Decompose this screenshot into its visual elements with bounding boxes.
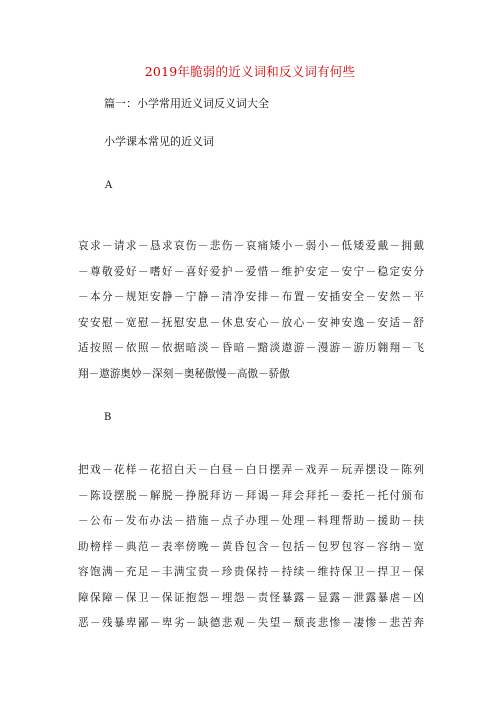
document-title: 2019年脆弱的近义词和反义词有何些 bbox=[144, 64, 356, 79]
paragraph-line: －尊敬爱好－嗜好－喜好爱护－爱惜－维护安定－安宁－稳定安分 bbox=[78, 265, 424, 278]
paragraph-line: －陈设摆脱－解脱－挣脱拜访－拜谒－拜会拜托－委托－托付颁布 bbox=[78, 489, 424, 502]
paragraph-line: －公布－发布办法－措施－点子办理－处理－料理帮助－援助－扶 bbox=[78, 515, 424, 527]
group-b-paragraph bbox=[78, 458, 424, 637]
paragraph-line: 助榜样－典范－表率傍晚－黄昏包含－包括－包罗包容－容纳－宽 bbox=[78, 540, 424, 553]
paragraph-line: 哀求－请求－恳求哀伤－悲伤－哀痛矮小－弱小－低矮爱戴－拥戴 bbox=[78, 240, 424, 252]
paragraph-line: 适按照－依照－依据暗淡－昏暗－黯淡遨游－漫游－游历翱翔－飞 bbox=[78, 342, 424, 354]
paragraph-line: 容饱满－充足－丰满宝贵－珍贵保持－持续－维持保卫－捍卫－保 bbox=[78, 566, 424, 578]
subheading: 小学课本常见的近义词 bbox=[104, 135, 214, 148]
group-a-letter: A bbox=[105, 180, 113, 191]
paragraph-line: 安安慰－宽慰－抚慰安息－休息安心－放心－安神安逸－安适－舒 bbox=[78, 316, 424, 329]
paragraph-line: 翔－遨游奥妙－深刻－奥秘傲慢－高傲－骄傲 bbox=[78, 367, 290, 380]
group-a-paragraph bbox=[78, 234, 424, 387]
paragraph-line: 把戏－花样－花招白天－白昼－白日摆弄－戏弄－玩弄摆设－陈列 bbox=[78, 464, 424, 476]
paragraph-line: －本分－规矩安静－宁静－清净安排－布置－安插安全－安然－平 bbox=[78, 291, 424, 303]
section-heading: 篇一：小学常用近义词反义词大全 bbox=[104, 97, 269, 110]
group-b-letter: B bbox=[104, 412, 112, 423]
paragraph-line: 恶－残暴卑鄙－卑劣－缺德悲观－失望－颓丧悲惨－凄惨－悲苦奔 bbox=[78, 617, 424, 629]
paragraph-line: 障保障－保卫－保证抱怨－埋怨－责怪暴露－显露－泄露暴虐－凶 bbox=[78, 591, 424, 604]
